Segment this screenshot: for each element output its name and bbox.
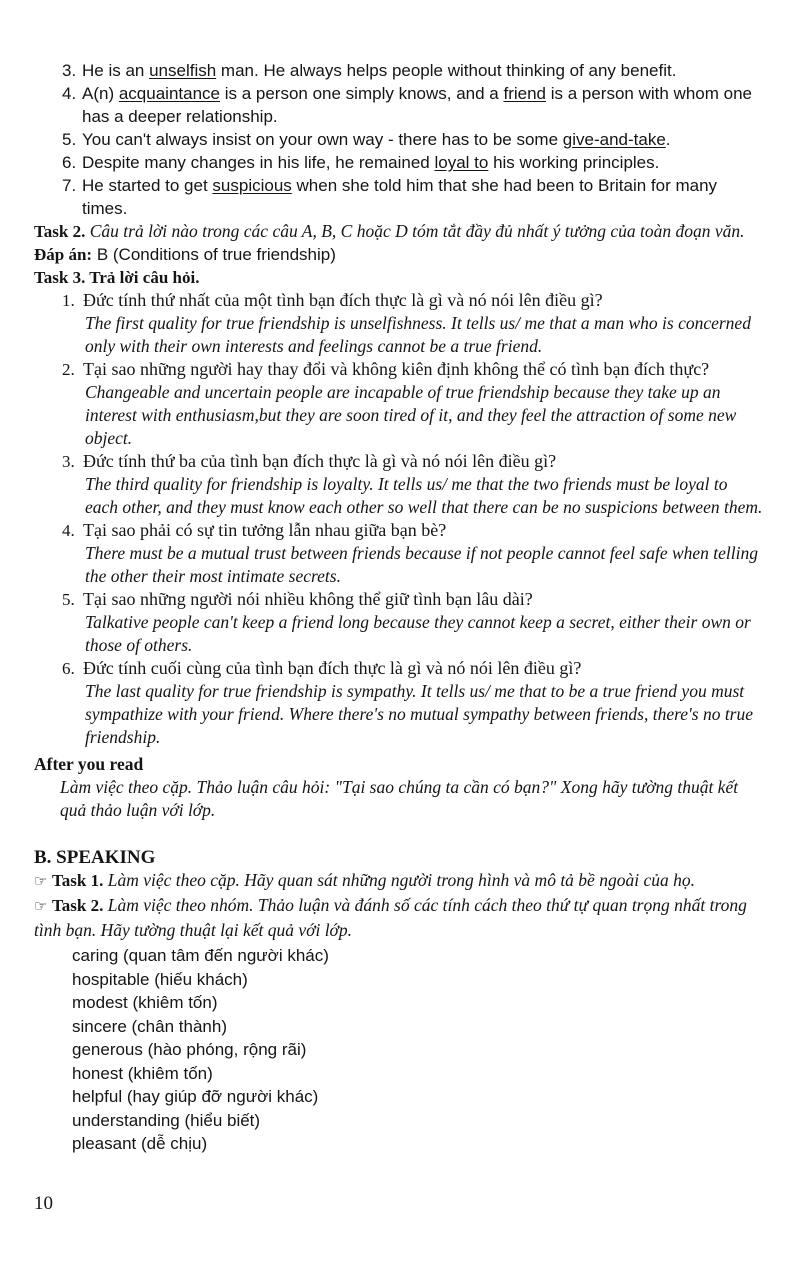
text-middle: is a person one simply knows, and a (219, 84, 504, 103)
after-you-read-instruction: Làm việc theo cặp. Thảo luận câu hỏi: "Tại sao chúng ta cần có bạn?" Xong hãy tường thuật kết quả thảo luận với lớp. (60, 777, 739, 820)
item-number: 5. (62, 130, 77, 149)
question-number: 6. (62, 659, 75, 678)
answer-text: The first quality for true friendship is unselfishness. It tells us/ me that a man who is concerned only with their own interests and feelings cannot be a true friend. (85, 313, 751, 356)
answer-text: There must be a mutual trust between friends because if not people cannot feel safe when telling the other their most intimate secrets. (85, 543, 758, 586)
text-before: Despite many changes in his life, he remained (82, 153, 435, 172)
list-item (62, 174, 764, 220)
text-middle: man. He always helps people without thinking of any benefit. (216, 61, 677, 80)
question-item (62, 450, 764, 519)
trait-item: hospitable (hiếu khách) (72, 969, 248, 989)
underlined-word: suspicious (212, 176, 292, 195)
task2-label: Task 2. (34, 222, 86, 241)
item-number: 7. (62, 176, 77, 195)
item-number: 4. (62, 84, 77, 103)
trait-item: pleasant (dễ chịu) (72, 1134, 208, 1153)
task3-questions (34, 289, 764, 749)
question-text: Tại sao phải có sự tin tưởng lẫn nhau giữa bạn bè? (83, 520, 447, 540)
personality-traits-list (34, 944, 764, 1156)
task2-heading (34, 220, 764, 243)
after-you-read-heading: After you read (34, 754, 144, 774)
text-after: is a person with whom one has a deeper relationship. (82, 84, 752, 126)
text-before: He started to get (82, 176, 213, 195)
question-text: Đức tính cuối cùng của tình bạn đích thực là gì và nó nói lên điều gì? (83, 658, 582, 678)
answer-text: Talkative people can't keep a friend long because they cannot keep a secret, either their own or those of others. (85, 612, 751, 655)
trait-item: caring (quan tâm đến người khác) (72, 946, 329, 965)
text-middle: his working principles. (488, 153, 660, 172)
underlined-word: give-and-take (562, 130, 666, 149)
speaking-task1 (34, 869, 764, 894)
task2-answer (34, 243, 764, 266)
answer-text: The third quality for friendship is loyalty. It tells us/ me that the two friends must be loyal to each other, and they must know each other so well that there can be no suspicions between them. (85, 474, 763, 517)
question-item (62, 519, 764, 588)
answer-text: The last quality for true friendship is sympathy. It tells us/ me that to be a true friend you must sympathize with your friend. Where there's no mutual sympathy between friends, there's no true friendship. (85, 681, 754, 747)
pointing-hand-icon: ☞ (34, 899, 48, 915)
trait-item: modest (khiêm tốn) (72, 993, 218, 1012)
question-item (62, 289, 764, 358)
answer-text: Changeable and uncertain people are incapable of true friendship because they take up an interest with enthusiasm,but they are soon tired of it, and they feel the attraction of some new object. (85, 382, 737, 448)
question-item (62, 358, 764, 450)
question-number: 5. (62, 590, 75, 609)
question-number: 2. (62, 360, 75, 379)
vocabulary-sentences (34, 59, 764, 220)
question-item (62, 588, 764, 657)
question-text: Đức tính thứ ba của tình bạn đích thực là gì và nó nói lên điều gì? (83, 451, 557, 471)
answer-label: Đáp án: (34, 245, 93, 264)
text-before: He is an (82, 61, 150, 80)
task3-heading: Task 3. Trả lời câu hỏi. (34, 268, 200, 287)
trait-item: sincere (chân thành) (72, 1016, 227, 1036)
page-number: 10 (34, 1193, 53, 1214)
pointing-hand-icon: ☞ (34, 874, 48, 890)
underlined-word: friend (503, 84, 546, 103)
question-text: Tại sao những người nói nhiều không thể giữ tình bạn lâu dài? (83, 589, 533, 609)
page-content (34, 59, 764, 1156)
item-number: 3. (62, 61, 77, 80)
trait-item: generous (hào phóng, rộng rãi) (72, 1040, 307, 1059)
speaking-task2-label: Task 2. (52, 896, 104, 915)
text-middle: . (665, 130, 671, 149)
text-before: A(n) (82, 84, 119, 103)
underlined-word: unselfish (149, 61, 217, 80)
speaking-task1-text: Làm việc theo cặp. Hãy quan sát những người trong hình và mô tả bề ngoài của họ. (103, 870, 695, 890)
underlined-word: loyal to (434, 153, 489, 172)
list-item (62, 59, 764, 82)
task2-instruction: Câu trả lời nào trong các câu A, B, C hoặc D tóm tắt đầy đủ nhất ý tưởng của toàn đoạn văn. (85, 221, 745, 241)
trait-item: understanding (hiểu biết) (72, 1110, 261, 1130)
trait-item: honest (khiêm tốn) (72, 1063, 213, 1083)
speaking-task2-text: Làm việc theo nhóm. Thảo luận và đánh số các tính cách theo thứ tự quan trọng nhất trong tình bạn. Hãy tường thuật lại kết quả với lớp. (34, 895, 747, 940)
speaking-task1-label: Task 1. (52, 871, 104, 890)
question-text: Đức tính thứ nhất của một tình bạn đích thực là gì và nó nói lên điều gì? (83, 290, 603, 310)
question-item (62, 657, 764, 749)
speaking-task2 (34, 894, 764, 942)
list-item (62, 128, 764, 151)
text-before: You can't always insist on your own way - there has to be some (82, 130, 563, 149)
list-item (62, 151, 764, 174)
question-text: Tại sao những người hay thay đổi và không kiên định không thể có tình bạn đích thực? (83, 359, 710, 379)
question-number: 3. (62, 452, 75, 471)
list-item (62, 82, 764, 128)
answer-text: B (Conditions of true friendship) (92, 245, 336, 264)
item-number: 6. (62, 153, 77, 172)
question-number: 1. (62, 291, 75, 310)
speaking-section-title: B. SPEAKING (34, 847, 156, 868)
underlined-word: acquaintance (118, 84, 220, 103)
trait-item: helpful (hay giúp đỡ người khác) (72, 1087, 319, 1106)
question-number: 4. (62, 521, 75, 540)
text-middle: when she told him that she had been to Britain for many times. (82, 176, 718, 218)
